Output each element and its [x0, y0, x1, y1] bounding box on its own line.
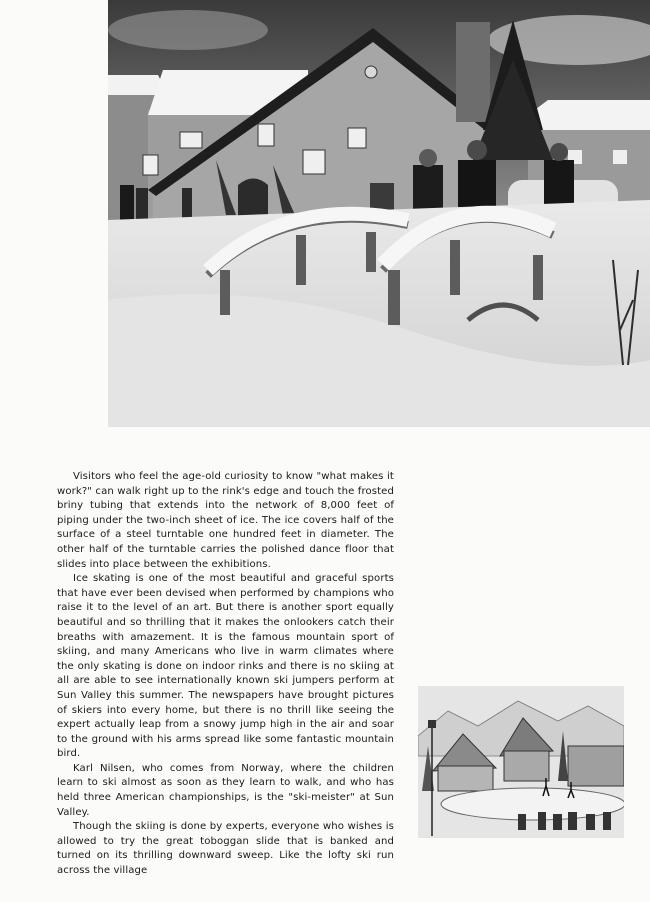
lodge-photo — [108, 0, 650, 427]
article-body — [57, 470, 394, 879]
article-paragraph: Though the skiing is done by experts, everyone who wishes is allowed to try the great toboggan slide that is banked and turned on its thrilling downward sweep. Like the lofty ski run across the village — [57, 821, 394, 877]
skating-rink-sketch-drawing — [418, 686, 624, 838]
article-paragraph: Karl Nilsen, who comes from Norway, where the children learn to ski almost as soon as they learn to walk, and who has held three American championships, is the "ski-meister" at Sun Valley. — [57, 762, 394, 818]
article-paragraph: Ice skating is one of the most beautiful and graceful sports that have ever been devised when performed by champions who raise it to the level of an art. But there is another sport equally beautiful and so thrilling that it makes the onlookers catch their breaths with amazement. It is the famous mountain sport of skiing, and many Americans who live in warm climates where the only skating is done on indoor rinks and there is no skiing at all are able to see internationally known ski jumpers perform at Sun Valley this summer. The newspapers have brought pictures of skiers into every home, but there is no thrill like seeing the expert actually leap from a snowy jump high in the air and soar to the ground with his arms spread like some fantastic mountain bird. — [57, 573, 394, 760]
lodge-photo-drawing — [108, 0, 650, 427]
skating-rink-sketch — [418, 686, 624, 838]
article-paragraph: Visitors who feel the age-old curiosity to know "what makes it work?" can walk right up to the rink's edge and touch the frosted briny tubing that extends into the network of 8,000 feet of piping under the two-inch sheet of ice. The ice covers half of the surface of a steel turntable one hundred feet in diameter. The other half of the turntable carries the polished dance floor that slides into place between the exhibitions. — [57, 471, 394, 570]
